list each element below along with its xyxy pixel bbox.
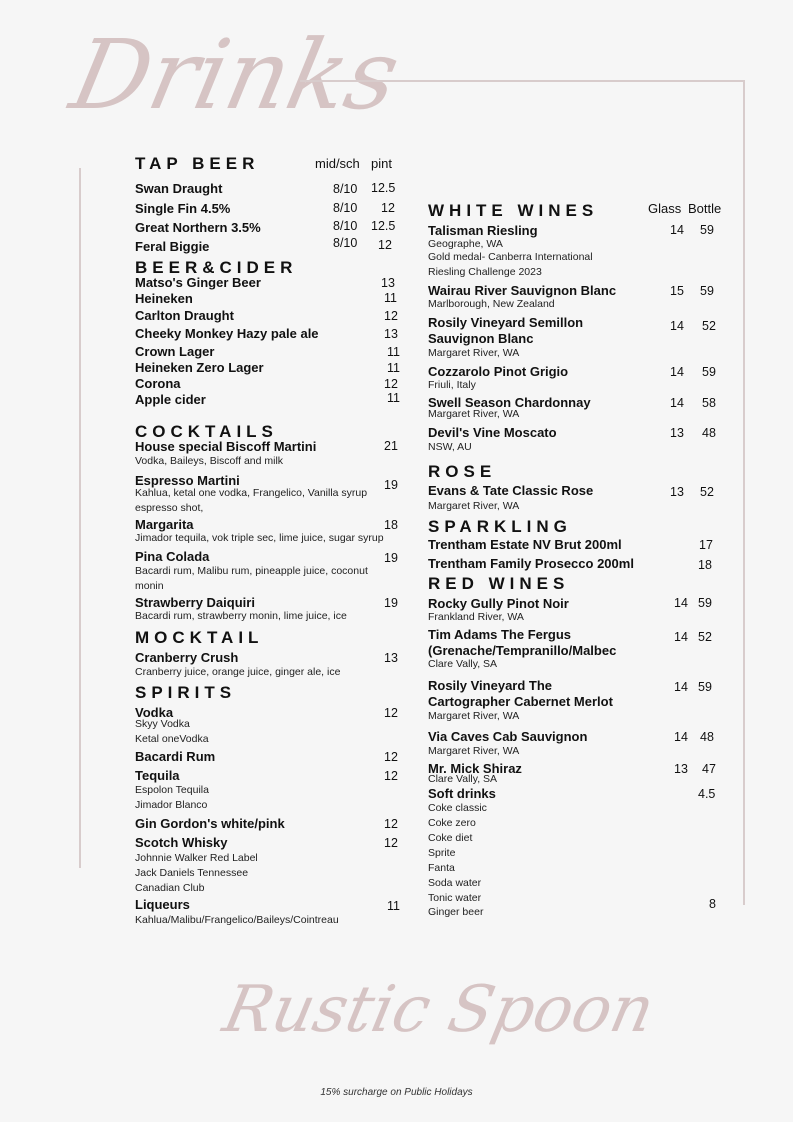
- item-description: Vodka, Baileys, Biscoff and milk: [135, 455, 284, 467]
- list-item: Wairau River Sauvignon Blanc: [428, 283, 617, 298]
- frame-line-left: [79, 168, 81, 868]
- item-description: Frankland River, WA: [428, 611, 524, 623]
- bottle-price: 48: [700, 730, 714, 744]
- price: 8/10: [333, 236, 358, 250]
- bottle-price: 52: [700, 485, 714, 499]
- glass-price: 14: [670, 396, 684, 410]
- price: 21: [384, 439, 398, 453]
- list-item: Heineken: [135, 291, 193, 306]
- item-description: monin: [135, 580, 164, 592]
- price: 19: [384, 478, 398, 492]
- list-item: Tim Adams The Fergus: [428, 627, 572, 642]
- item-description: Espolon Tequila: [135, 784, 209, 796]
- list-item: Fanta: [428, 862, 455, 874]
- list-item: Matso's Ginger Beer: [135, 275, 261, 290]
- price: 12.5: [371, 181, 396, 195]
- list-item: Trentham Family Prosecco 200ml: [428, 556, 634, 571]
- bottle-price: 59: [698, 596, 712, 610]
- list-item: Margarita: [135, 517, 194, 532]
- price: 11: [387, 899, 400, 913]
- tap-beer-col-pint: pint: [371, 156, 392, 171]
- list-item: Vodka: [135, 705, 174, 720]
- glass-price: 14: [674, 630, 688, 644]
- list-item-line2: Sauvignon Blanc: [428, 331, 534, 346]
- list-item: Liqueurs: [135, 897, 190, 912]
- price: 13: [381, 276, 395, 290]
- price: 11: [384, 291, 397, 305]
- item-description: Marlborough, New Zealand: [428, 298, 555, 310]
- price: 12: [384, 706, 398, 720]
- price: 17: [699, 538, 713, 552]
- list-item: Ginger beer: [428, 906, 484, 918]
- price: 12: [384, 309, 398, 323]
- list-item: Tequila: [135, 768, 180, 783]
- list-item: Rosily Vineyard The: [428, 678, 553, 693]
- list-item: Espresso Martini: [135, 473, 240, 488]
- list-item: Cozzarolo Pinot Grigio: [428, 364, 569, 379]
- cocktails-heading: COCKTAILS: [135, 422, 278, 441]
- beer-cider-heading: BEER&CIDER: [135, 258, 298, 277]
- price: 12: [384, 377, 398, 391]
- item-description: Bacardi rum, strawberry monin, lime juice, ice: [135, 610, 347, 622]
- list-item: Mr. Mick Shiraz: [428, 761, 522, 776]
- list-item: Coke classic: [428, 802, 487, 814]
- list-item: Heineken Zero Lager: [135, 360, 264, 375]
- list-item: Crown Lager: [135, 344, 215, 359]
- price: 12: [384, 750, 398, 764]
- price: 12: [378, 238, 392, 252]
- list-item: Strawberry Daiquiri: [135, 595, 255, 610]
- item-description: Jimador Blanco: [135, 799, 208, 811]
- list-item: Scotch Whisky: [135, 835, 228, 850]
- list-item: Via Caves Cab Sauvignon: [428, 729, 588, 744]
- list-item: Great Northern 3.5%: [135, 220, 261, 235]
- list-item: Talisman Riesling: [428, 223, 538, 238]
- bottle-price: 58: [702, 396, 716, 410]
- item-description: Canadian Club: [135, 882, 205, 894]
- item-description: espresso shot,: [135, 502, 204, 514]
- glass-price: 14: [670, 223, 684, 237]
- list-item: Rosily Vineyard Semillon: [428, 315, 584, 330]
- rustic-spoon-brand: Rustic Spoon: [217, 973, 661, 1047]
- price: 18: [698, 558, 712, 572]
- list-item: Carlton Draught: [135, 308, 234, 323]
- glass-price: 13: [670, 485, 684, 499]
- price: 12: [384, 836, 398, 850]
- item-description: Ketal oneVodka: [135, 733, 209, 745]
- soft-drinks-heading: Soft drinks: [428, 786, 496, 801]
- item-description: Clare Vally, SA: [428, 773, 498, 785]
- list-item: House special Biscoff Martini: [135, 439, 317, 454]
- white-wines-col-bottle: Bottle: [688, 201, 722, 216]
- list-item: Corona: [135, 376, 181, 391]
- glass-price: 15: [670, 284, 684, 298]
- list-item: Bacardi Rum: [135, 749, 216, 764]
- list-item: Cheeky Monkey Hazy pale ale: [135, 326, 319, 341]
- price: 12: [384, 769, 398, 783]
- white-wines-col-glass: Glass: [648, 201, 682, 216]
- glass-price: 13: [674, 762, 688, 776]
- list-item: Apple cider: [135, 392, 206, 407]
- bottle-price: 59: [702, 365, 716, 379]
- list-item: Trentham Estate NV Brut 200ml: [428, 537, 622, 552]
- item-description: Jimador tequila, vok triple sec, lime juice, sugar syrup: [135, 532, 384, 544]
- item-description: Riesling Challenge 2023: [428, 266, 542, 278]
- item-description: Cranberry juice, orange juice, ginger ale, ice: [135, 666, 341, 678]
- frame-line-right: [743, 80, 745, 905]
- item-description: Friuli, Italy: [428, 379, 476, 391]
- item-description: Geographe, WA: [428, 238, 503, 250]
- price: 19: [384, 551, 398, 565]
- surcharge-note: 15% surcharge on Public Holidays: [320, 1087, 473, 1098]
- tap-beer-heading: TAP BEER: [135, 154, 260, 173]
- price: 8/10: [333, 201, 358, 215]
- sparkling-heading: SPARKLING: [428, 517, 572, 536]
- bottle-price: 48: [702, 426, 716, 440]
- price: 19: [384, 596, 398, 610]
- bottle-price: 52: [702, 319, 716, 333]
- price: 8/10: [333, 182, 358, 196]
- white-wines-heading: WHITE WINES: [428, 201, 599, 220]
- list-item: Feral Biggie: [135, 239, 210, 254]
- price: 12: [381, 201, 395, 215]
- glass-price: 14: [674, 730, 688, 744]
- bottle-price: 59: [700, 284, 714, 298]
- price: 12: [384, 817, 398, 831]
- glass-price: 14: [674, 596, 688, 610]
- item-description: Gold medal- Canberra International: [428, 251, 593, 263]
- item-description: Margaret River, WA: [428, 745, 520, 757]
- list-item: Swan Draught: [135, 181, 223, 196]
- list-item-line2: Cartographer Cabernet Merlot: [428, 694, 613, 709]
- glass-price: 14: [670, 365, 684, 379]
- item-description: Kahlua/Malibu/Frangelico/Baileys/Cointreau: [135, 914, 339, 926]
- glass-price: 14: [674, 680, 688, 694]
- red-wines-heading: RED WINES: [428, 574, 570, 593]
- item-description: Bacardi rum, Malibu rum, pineapple juice, coconut: [135, 565, 368, 577]
- list-item-line2: (Grenache/Tempranillo/Malbec: [428, 643, 617, 658]
- price: 13: [384, 327, 398, 341]
- list-item: Gin Gordon's white/pink: [135, 816, 285, 831]
- item-description: Kahlua, ketal one vodka, Frangelico, Vanilla syrup: [135, 487, 368, 499]
- item-description: Jack Daniels Tennessee: [135, 867, 249, 879]
- list-item: Coke diet: [428, 832, 473, 844]
- glass-price: 13: [670, 426, 684, 440]
- tap-beer-col-mid: mid/sch: [315, 156, 360, 171]
- price: 13: [384, 651, 398, 665]
- list-item: Single Fin 4.5%: [135, 201, 231, 216]
- price: 11: [387, 345, 400, 359]
- glass-price: 14: [670, 319, 684, 333]
- item-description: Margaret River, WA: [428, 347, 520, 359]
- item-description: Margaret River, WA: [428, 408, 520, 420]
- item-description: Skyy Vodka: [135, 718, 190, 730]
- item-description: Johnnie Walker Red Label: [135, 852, 258, 864]
- list-item: Pina Colada: [135, 549, 210, 564]
- list-item: Sprite: [428, 847, 456, 859]
- bottle-price: 52: [698, 630, 712, 644]
- item-description: Margaret River, WA: [428, 500, 520, 512]
- list-item: Soda water: [428, 877, 482, 889]
- mocktail-heading: MOCKTAIL: [135, 628, 264, 647]
- price: 4.5: [698, 787, 716, 801]
- list-item: Rocky Gully Pinot Noir: [428, 596, 569, 611]
- list-item: Swell Season Chardonnay: [428, 395, 591, 410]
- price: 11: [387, 391, 400, 405]
- list-item: Devil's Vine Moscato: [428, 425, 557, 440]
- rose-heading: ROSE: [428, 462, 497, 481]
- item-description: Clare Vally, SA: [428, 658, 498, 670]
- price: 8: [709, 897, 716, 911]
- list-item: Tonic water: [428, 892, 482, 904]
- spirits-heading: SPIRITS: [135, 683, 237, 702]
- frame-line-top: [300, 80, 745, 82]
- bottle-price: 59: [700, 223, 714, 237]
- item-description: NSW, AU: [428, 441, 472, 453]
- item-description: Margaret River, WA: [428, 710, 520, 722]
- drinks-script-title: Drinks: [62, 19, 409, 131]
- bottle-price: 47: [702, 762, 716, 776]
- price: 8/10: [333, 219, 358, 233]
- list-item: Coke zero: [428, 817, 476, 829]
- price: 11: [387, 361, 400, 375]
- bottle-price: 59: [698, 680, 712, 694]
- list-item: Evans & Tate Classic Rose: [428, 483, 594, 498]
- price: 18: [384, 518, 398, 532]
- price: 12.5: [371, 219, 396, 233]
- list-item: Cranberry Crush: [135, 650, 239, 665]
